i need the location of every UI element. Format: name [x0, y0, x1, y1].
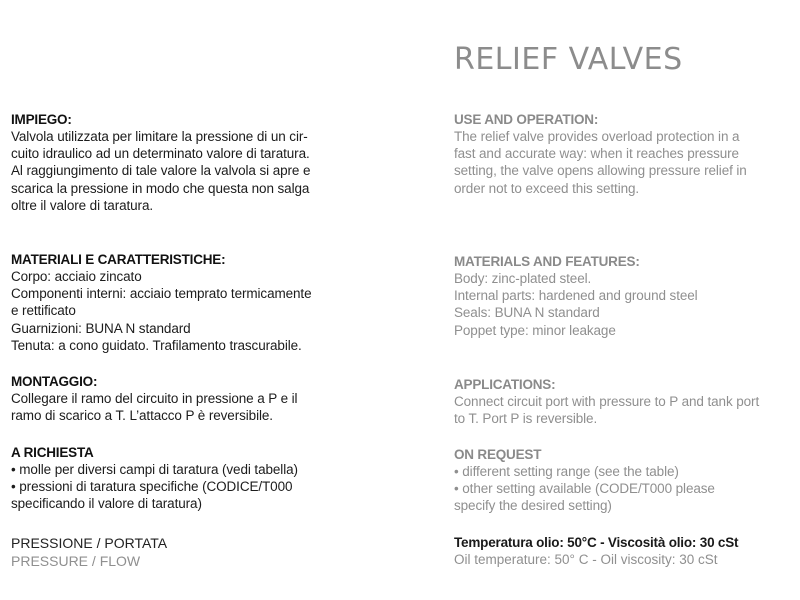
section-line: Poppet type: minor leakage	[454, 322, 616, 338]
section-line: fast and accurate way: when it reaches pressure	[454, 146, 739, 162]
section-line: • different setting range (see the table)	[454, 464, 679, 479]
pressure-flow-label	[11, 534, 431, 570]
oil-spec-en: Oil temperature: 50° C - Oil viscosity: 30 cSt	[454, 552, 718, 567]
section-line: Corpo: acciaio zincato	[11, 269, 142, 284]
section-heading: MATERIALS AND FEATURES:	[454, 254, 640, 269]
oil-spec-it: Temperatura olio: 50°C - Viscosità olio: 30 cSt	[454, 535, 739, 550]
section-line: Collegare il ramo del circuito in pressione a P e il	[11, 391, 298, 406]
section-line: specify the desired setting)	[454, 498, 612, 514]
section-line: scarica la pressione in modo che questa non salga	[11, 180, 310, 196]
section-materials-and-features	[454, 253, 799, 339]
section-line: • pressioni di taratura specifiche (CODICE/T000	[11, 479, 293, 495]
section-line: Al raggiungimento di tale valore la valvola si apre e	[11, 163, 311, 179]
section-heading: USE AND OPERATION:	[454, 112, 599, 127]
section-line: The relief valve provides overload protection in a	[454, 129, 740, 144]
section-heading: MONTAGGIO:	[11, 374, 98, 389]
section-line: oltre il valore di taratura.	[11, 197, 154, 213]
section-heading: MATERIALI E CARATTERISTICHE:	[11, 252, 226, 267]
pressure-flow-en: PRESSURE / FLOW	[11, 553, 141, 569]
section-line: Valvola utilizzata per limitare la pressione di un cir-	[11, 129, 308, 144]
section-line: ramo di scarico a T. L’attacco P è reversibile.	[11, 408, 273, 424]
section-use-and-operation	[454, 111, 799, 197]
section-heading: A RICHIESTA	[11, 445, 94, 460]
section-line: setting, the valve opens allowing pressure relief in	[454, 163, 747, 179]
oil-spec	[454, 534, 799, 568]
section-line: e rettificato	[11, 303, 76, 319]
section-heading: IMPIEGO:	[11, 112, 72, 127]
section-heading: APPLICATIONS:	[454, 377, 556, 392]
section-applications	[454, 376, 799, 427]
section-materiali	[11, 251, 431, 354]
section-line: specificando il valore di taratura)	[11, 496, 202, 512]
section-impiego	[11, 111, 431, 214]
section-montaggio	[11, 373, 431, 424]
section-line: order not to exceed this setting.	[454, 180, 640, 196]
section-line: Body: zinc-plated steel.	[454, 271, 592, 286]
section-line: Guarnizioni: BUNA N standard	[11, 320, 191, 336]
section-a-richiesta	[11, 444, 431, 513]
section-line: cuito idraulico ad un determinato valore di taratura.	[11, 146, 310, 162]
section-line: • molle per diversi campi di taratura (vedi tabella)	[11, 462, 298, 477]
section-line: Tenuta: a cono guidato. Trafilamento trascurabile.	[11, 337, 302, 353]
section-heading: ON REQUEST	[454, 447, 542, 462]
section-line: Componenti interni: acciaio temprato termicamente	[11, 286, 312, 302]
section-line: to T. Port P is reversible.	[454, 411, 598, 427]
section-on-request	[454, 446, 799, 515]
section-line: Connect circuit port with pressure to P and tank port	[454, 394, 760, 409]
section-line: Internal parts: hardened and ground steel	[454, 288, 698, 304]
section-line: • other setting available (CODE/T000 please	[454, 481, 715, 497]
page-title: RELIEF VALVES	[454, 42, 683, 77]
pressure-flow-it: PRESSIONE / PORTATA	[11, 535, 168, 551]
section-line: Seals: BUNA N standard	[454, 305, 600, 321]
